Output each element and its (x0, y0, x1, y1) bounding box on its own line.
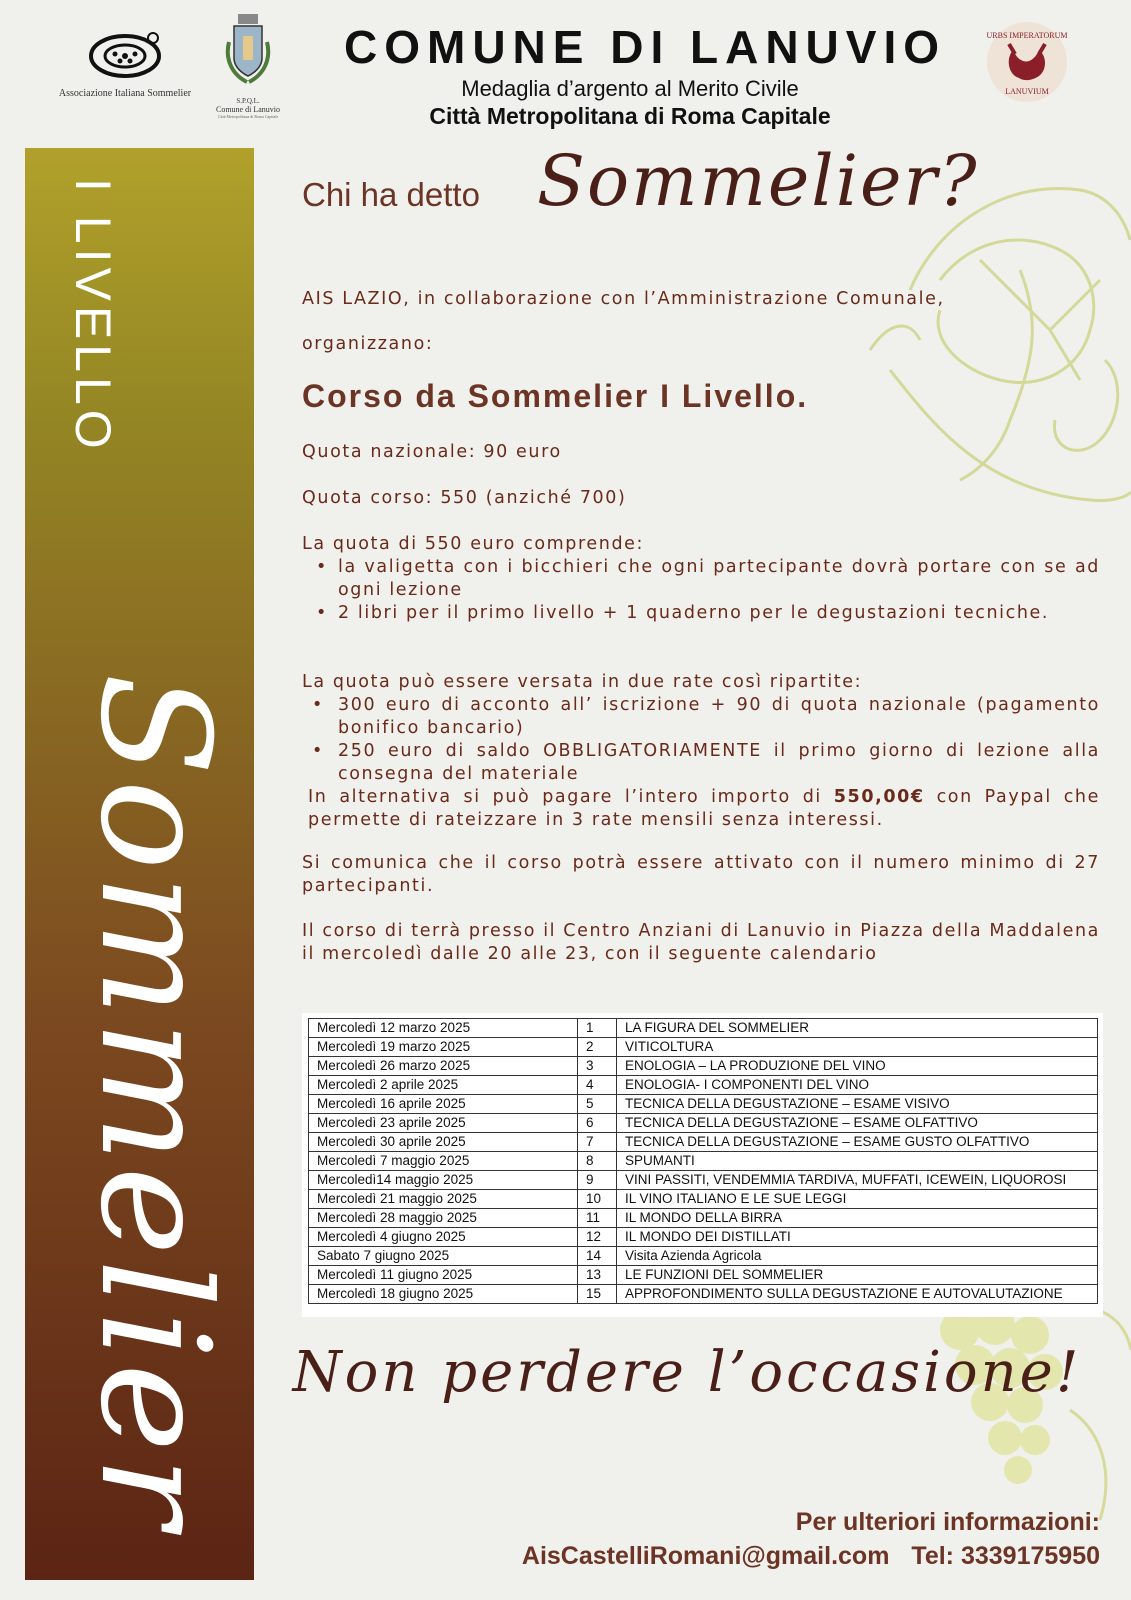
lesson-number: 3 (578, 1057, 617, 1076)
calendar-date: Mercoledì 2 aprile 2025 (309, 1076, 578, 1095)
calendar-date: Mercoledì 21 maggio 2025 (309, 1190, 578, 1209)
table-row (309, 1228, 1098, 1247)
lesson-topic: VITICOLTURA (617, 1038, 1098, 1057)
lesson-topic: IL VINO ITALIANO E LE SUE LEGGI (617, 1190, 1098, 1209)
includes-list (302, 556, 1100, 625)
urbs-imperatorum-seal (985, 20, 1069, 104)
lesson-number: 1 (578, 1019, 617, 1038)
contact-line (440, 1542, 1100, 1571)
table-row (309, 1190, 1098, 1209)
table-row (309, 1266, 1098, 1285)
calendar-date: Mercoledì 7 maggio 2025 (309, 1152, 578, 1171)
list-item-text: la valigetta con i bicchieri che ogni partecipante dovrà portare con se ad ogni lezione (338, 557, 1100, 600)
calendar-date: Mercoledì14 maggio 2025 (309, 1171, 578, 1190)
calendar-date: Mercoledì 18 giugno 2025 (309, 1285, 578, 1304)
lesson-topic: TECNICA DELLA DEGUSTAZIONE – ESAME OLFATTIVO (617, 1114, 1098, 1133)
lesson-topic: IL MONDO DELLA BIRRA (617, 1209, 1098, 1228)
info-label: Per ulteriori informazioni: (795, 1508, 1100, 1536)
calendar-date: Mercoledì 23 aprile 2025 (309, 1114, 578, 1133)
lesson-topic: VINI PASSITI, VENDEMMIA TARDIVA, MUFFATI, ICEWEIN, LIQUOROSI (617, 1171, 1098, 1190)
calendar-date: Mercoledì 16 aprile 2025 (309, 1095, 578, 1114)
table-row (309, 1057, 1098, 1076)
lesson-number: 14 (578, 1247, 617, 1266)
calendar-table (308, 1018, 1098, 1304)
calendar-table-container (302, 1013, 1103, 1317)
headline-script: Sommelier? (537, 140, 979, 222)
comune-crest-logo (208, 12, 288, 119)
list-item-text: 300 euro di acconto all’ iscrizione + 90 di quota nazionale (pagamento bonifico bancario) (338, 695, 1100, 738)
table-row (309, 1038, 1098, 1057)
table-row (309, 1285, 1098, 1304)
lesson-number: 7 (578, 1133, 617, 1152)
lesson-number: 11 (578, 1209, 617, 1228)
calendar-date: Mercoledì 28 maggio 2025 (309, 1209, 578, 1228)
ais-logo-text: Associazione Italiana Sommelier (58, 88, 192, 99)
lesson-number: 4 (578, 1076, 617, 1095)
paypal-paragraph (302, 786, 1100, 832)
ais-logo (40, 28, 210, 99)
ais-logo-icon (85, 28, 165, 80)
calendar-date: Mercoledì 30 aprile 2025 (309, 1133, 578, 1152)
lesson-topic: ENOLOGIA – LA PRODUZIONE DEL VINO (617, 1057, 1098, 1076)
svg-text:URBS IMPERATORUM: URBS IMPERATORUM (986, 31, 1068, 40)
table-row (309, 1171, 1098, 1190)
lesson-number: 8 (578, 1152, 617, 1171)
list-item-text: 250 euro di saldo OBBLIGATORIAMENTE il primo giorno di lezione alla consegna del materiale (338, 741, 1100, 784)
crest-caption-comune: Comune di Lanuvio (216, 105, 280, 114)
lesson-number: 6 (578, 1114, 617, 1133)
contact-phone[interactable]: Tel: 3339175950 (911, 1542, 1100, 1570)
grapes-decoration (900, 1290, 1131, 1530)
sidebar-level-label: I LIVELLO (65, 178, 121, 454)
crest-caption-spql: S.P.Q.L. (236, 97, 260, 105)
table-row (309, 1209, 1098, 1228)
lesson-topic: LA FIGURA DEL SOMMELIER (617, 1019, 1098, 1038)
lesson-topic: IL MONDO DEI DISTILLATI (617, 1228, 1098, 1247)
table-row (309, 1076, 1098, 1095)
lesson-number: 9 (578, 1171, 617, 1190)
contact-email[interactable]: AisCastelliRomani@gmail.com (521, 1542, 890, 1570)
crest-icon (225, 12, 271, 90)
lesson-number: 5 (578, 1095, 617, 1114)
table-row (309, 1114, 1098, 1133)
paypal-text-post: con Paypal che permette di rateizzare in 3 rate mensili senza interessi. (308, 787, 1100, 830)
minimum-participants: Si comunica che il corso potrà essere attivato con il numero minimo di 27 partecipanti. (302, 853, 1100, 896)
closing-script: Non perdere l’occasione! (292, 1340, 1082, 1405)
table-row (309, 1152, 1098, 1171)
paypal-text-pre: In alternativa si può pagare l’intero importo di (308, 787, 822, 807)
table-row (309, 1019, 1098, 1038)
svg-text:LANUVIUM: LANUVIUM (1005, 87, 1049, 96)
lesson-topic: LE FUNZIONI DEL SOMMELIER (617, 1266, 1098, 1285)
lesson-topic: APPROFONDIMENTO SULLA DEGUSTAZIONE E AUTOVALUTAZIONE (617, 1285, 1098, 1304)
list-item: • 300 euro di acconto all’ iscrizione + 90 di quota nazionale (pagamento bonifico bancario) (312, 695, 1100, 738)
list-item: • 2 libri per il primo livello + 1 quaderno per le degustazioni tecniche. (316, 603, 1050, 623)
intro-line-1: AIS LAZIO, in collaborazione con l’Amministrazione Comunale, (302, 289, 945, 309)
calendar-date: Sabato 7 giugno 2025 (309, 1247, 578, 1266)
lesson-number: 2 (578, 1038, 617, 1057)
list-item: • la valigetta con i bicchieri che ogni partecipante dovrà portare con se ad ogni lezione (316, 557, 1100, 600)
installments-section (302, 671, 1100, 832)
intro-line-2: organizzano: (302, 334, 434, 354)
fee-course: Quota corso: 550 (anziché 700) (302, 488, 627, 508)
lesson-number: 12 (578, 1228, 617, 1247)
location-paragraph: Il corso di terrà presso il Centro Anziani di Lanuvio in Piazza della Maddalena il mercoledì dalle 20 alle 23, con il seguente calendario (302, 921, 1100, 964)
table-row (309, 1247, 1098, 1266)
crest-caption-citta: Città Metropolitana di Roma Capitale (217, 114, 279, 119)
metro-city-subtitle: Città Metropolitana di Roma Capitale (429, 103, 831, 129)
lesson-number: 15 (578, 1285, 617, 1304)
lesson-topic: SPUMANTI (617, 1152, 1098, 1171)
page-title: COMUNE DI LANUVIO (344, 21, 946, 73)
includes-section (302, 533, 1100, 625)
installments-intro: La quota può essere versata in due rate così ripartite: (302, 672, 863, 692)
installments-list (302, 694, 1100, 786)
course-title: Corso da Sommelier I Livello. (302, 378, 809, 414)
list-item-text: 2 libri per il primo livello + 1 quaderno per le degustazioni tecniche. (338, 603, 1050, 623)
table-row (309, 1133, 1098, 1152)
calendar-date: Mercoledì 12 marzo 2025 (309, 1019, 578, 1038)
includes-intro: La quota di 550 euro comprende: (302, 534, 645, 554)
sidebar-script-word: Sommelier (67, 673, 241, 1532)
headline-prefix: Chi ha detto (302, 176, 480, 213)
sidebar-banner (25, 148, 254, 1580)
lesson-topic: Visita Azienda Agricola (617, 1247, 1098, 1266)
lesson-number: 10 (578, 1190, 617, 1209)
list-item: • 250 euro di saldo OBBLIGATORIAMENTE il primo giorno di lezione alla consegna del materiale (312, 741, 1100, 784)
calendar-date: Mercoledì 26 marzo 2025 (309, 1057, 578, 1076)
table-row (309, 1095, 1098, 1114)
paypal-amount: 550,00€ (833, 787, 925, 807)
fee-national: Quota nazionale: 90 euro (302, 442, 562, 462)
lesson-topic: ENOLOGIA- I COMPONENTI DEL VINO (617, 1076, 1098, 1095)
calendar-date: Mercoledì 19 marzo 2025 (309, 1038, 578, 1057)
lesson-topic: TECNICA DELLA DEGUSTAZIONE – ESAME GUSTO OLFATTIVO (617, 1133, 1098, 1152)
lesson-number: 13 (578, 1266, 617, 1285)
calendar-date: Mercoledì 4 giugno 2025 (309, 1228, 578, 1247)
merit-subtitle: Medaglia d’argento al Merito Civile (461, 76, 799, 101)
lesson-topic: TECNICA DELLA DEGUSTAZIONE – ESAME VISIVO (617, 1095, 1098, 1114)
calendar-date: Mercoledì 11 giugno 2025 (309, 1266, 578, 1285)
